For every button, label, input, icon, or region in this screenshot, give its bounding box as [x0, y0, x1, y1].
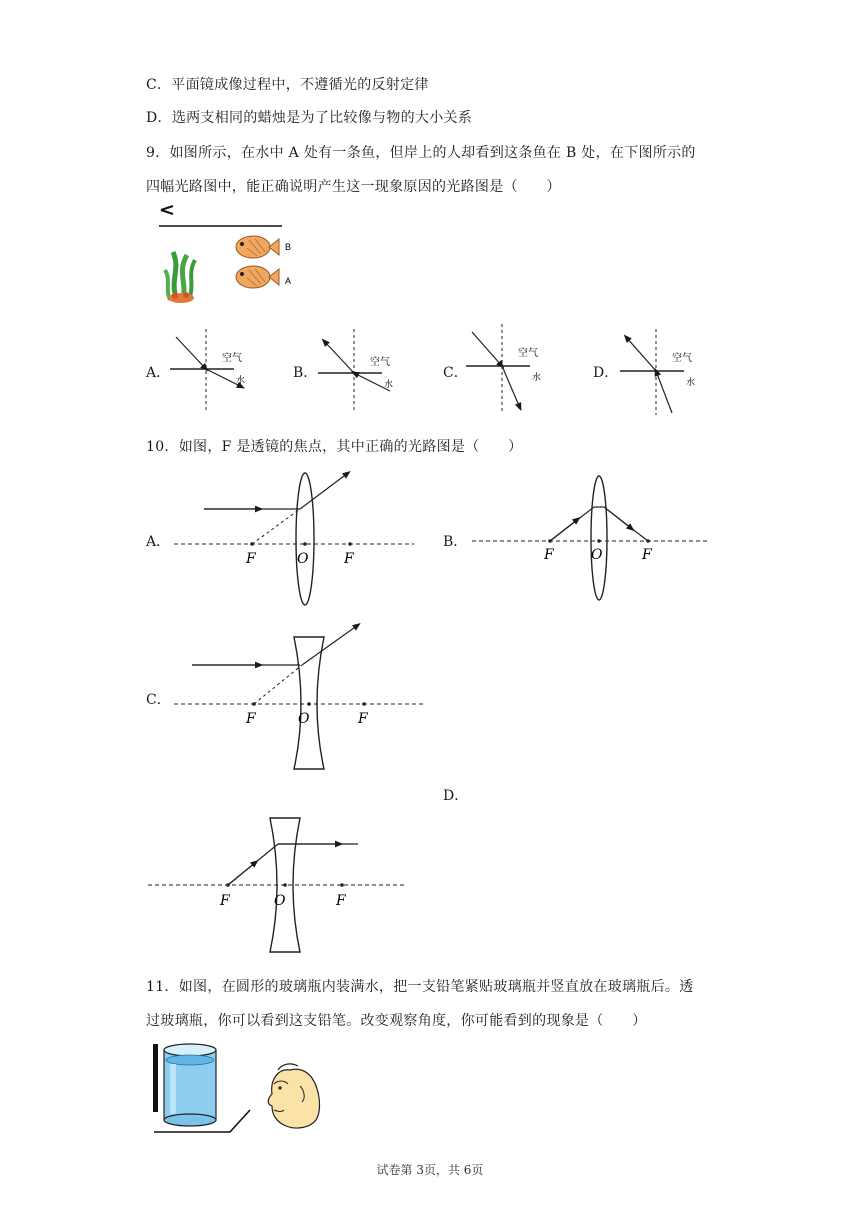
q10-diagram-b	[470, 470, 715, 605]
q9-option-c-label: C．	[443, 365, 468, 381]
q10-diagram-c	[170, 625, 430, 775]
label-air: 空气	[518, 348, 538, 359]
q9-option-d-label: D．	[593, 365, 619, 381]
pencil-icon	[153, 1044, 158, 1112]
label-air: 空气	[370, 357, 390, 368]
label-o: O	[591, 547, 603, 563]
q9-option-a-label: A．	[146, 365, 171, 381]
q10-option-c-label: C．	[146, 692, 171, 708]
label-o: O	[297, 551, 309, 567]
q9-stem-line1: 9．如图所示，在水中 A 处有一条鱼，但岸上的人却看到这条鱼在 B 处，在下图所示的	[146, 145, 696, 161]
label-o: O	[298, 711, 310, 727]
q11-figure	[150, 1040, 330, 1140]
q10-option-a-label: A．	[146, 534, 171, 550]
q11-stem-line2: 过玻璃瓶，你可以看到这支铅笔。改变观察角度，你可能看到的现象是（ ）	[146, 1013, 647, 1029]
q9-scene-figure	[155, 200, 295, 310]
label-water: 水	[686, 378, 696, 388]
q9-diagram-d	[620, 325, 700, 417]
q8-option-d: D．选两支相同的蜡烛是为了比较像与物的大小关系	[146, 110, 473, 126]
q8-option-c: C．平面镜成像过程中，不遵循光的反射定律	[146, 77, 429, 93]
label-water: 水	[532, 373, 542, 383]
fish-label-a: A	[285, 276, 292, 286]
fish-label-b: B	[285, 242, 292, 252]
q10-option-b-label: B．	[443, 534, 468, 550]
observer-face-icon	[268, 1064, 319, 1128]
label-f-right: F	[336, 893, 346, 909]
label-f-left: F	[220, 893, 230, 909]
label-f-right: F	[358, 711, 368, 727]
fish-image-b	[236, 236, 279, 258]
label-f-left: F	[544, 547, 554, 563]
label-water: 水	[236, 376, 246, 386]
label-f-right: F	[642, 547, 652, 563]
eye-icon	[161, 206, 173, 214]
q9-diagram-b	[318, 325, 398, 415]
page-footer: 试卷第 3页，共 6页	[376, 1163, 484, 1177]
q9-option-b-label: B．	[293, 365, 318, 381]
q10-option-d-label: D．	[443, 788, 469, 804]
label-water: 水	[384, 380, 394, 390]
q10-stem: 10．如图，F 是透镜的焦点，其中正确的光路图是（ ）	[146, 439, 523, 455]
label-f-left: F	[246, 711, 256, 727]
label-f-right: F	[344, 551, 354, 567]
q9-diagram-a	[170, 325, 250, 415]
q11-stem-line1: 11．如图，在圆形的玻璃瓶内装满水，把一支铅笔紧贴玻璃瓶并竖直放在玻璃瓶后。透	[146, 979, 694, 995]
label-air: 空气	[672, 353, 692, 364]
glass-bottle-icon	[164, 1044, 216, 1126]
label-o: O	[274, 893, 286, 909]
q9-diagram-c	[466, 322, 546, 416]
label-f-left: F	[246, 551, 256, 567]
q10-diagram-a	[170, 465, 420, 610]
q10-diagram-d	[146, 812, 411, 957]
seaweed-icon	[165, 252, 195, 303]
label-air: 空气	[222, 353, 242, 364]
fish-image-a	[236, 266, 279, 288]
q9-stem-line2: 四幅光路图中，能正确说明产生这一现象原因的光路图是（ ）	[146, 179, 561, 195]
